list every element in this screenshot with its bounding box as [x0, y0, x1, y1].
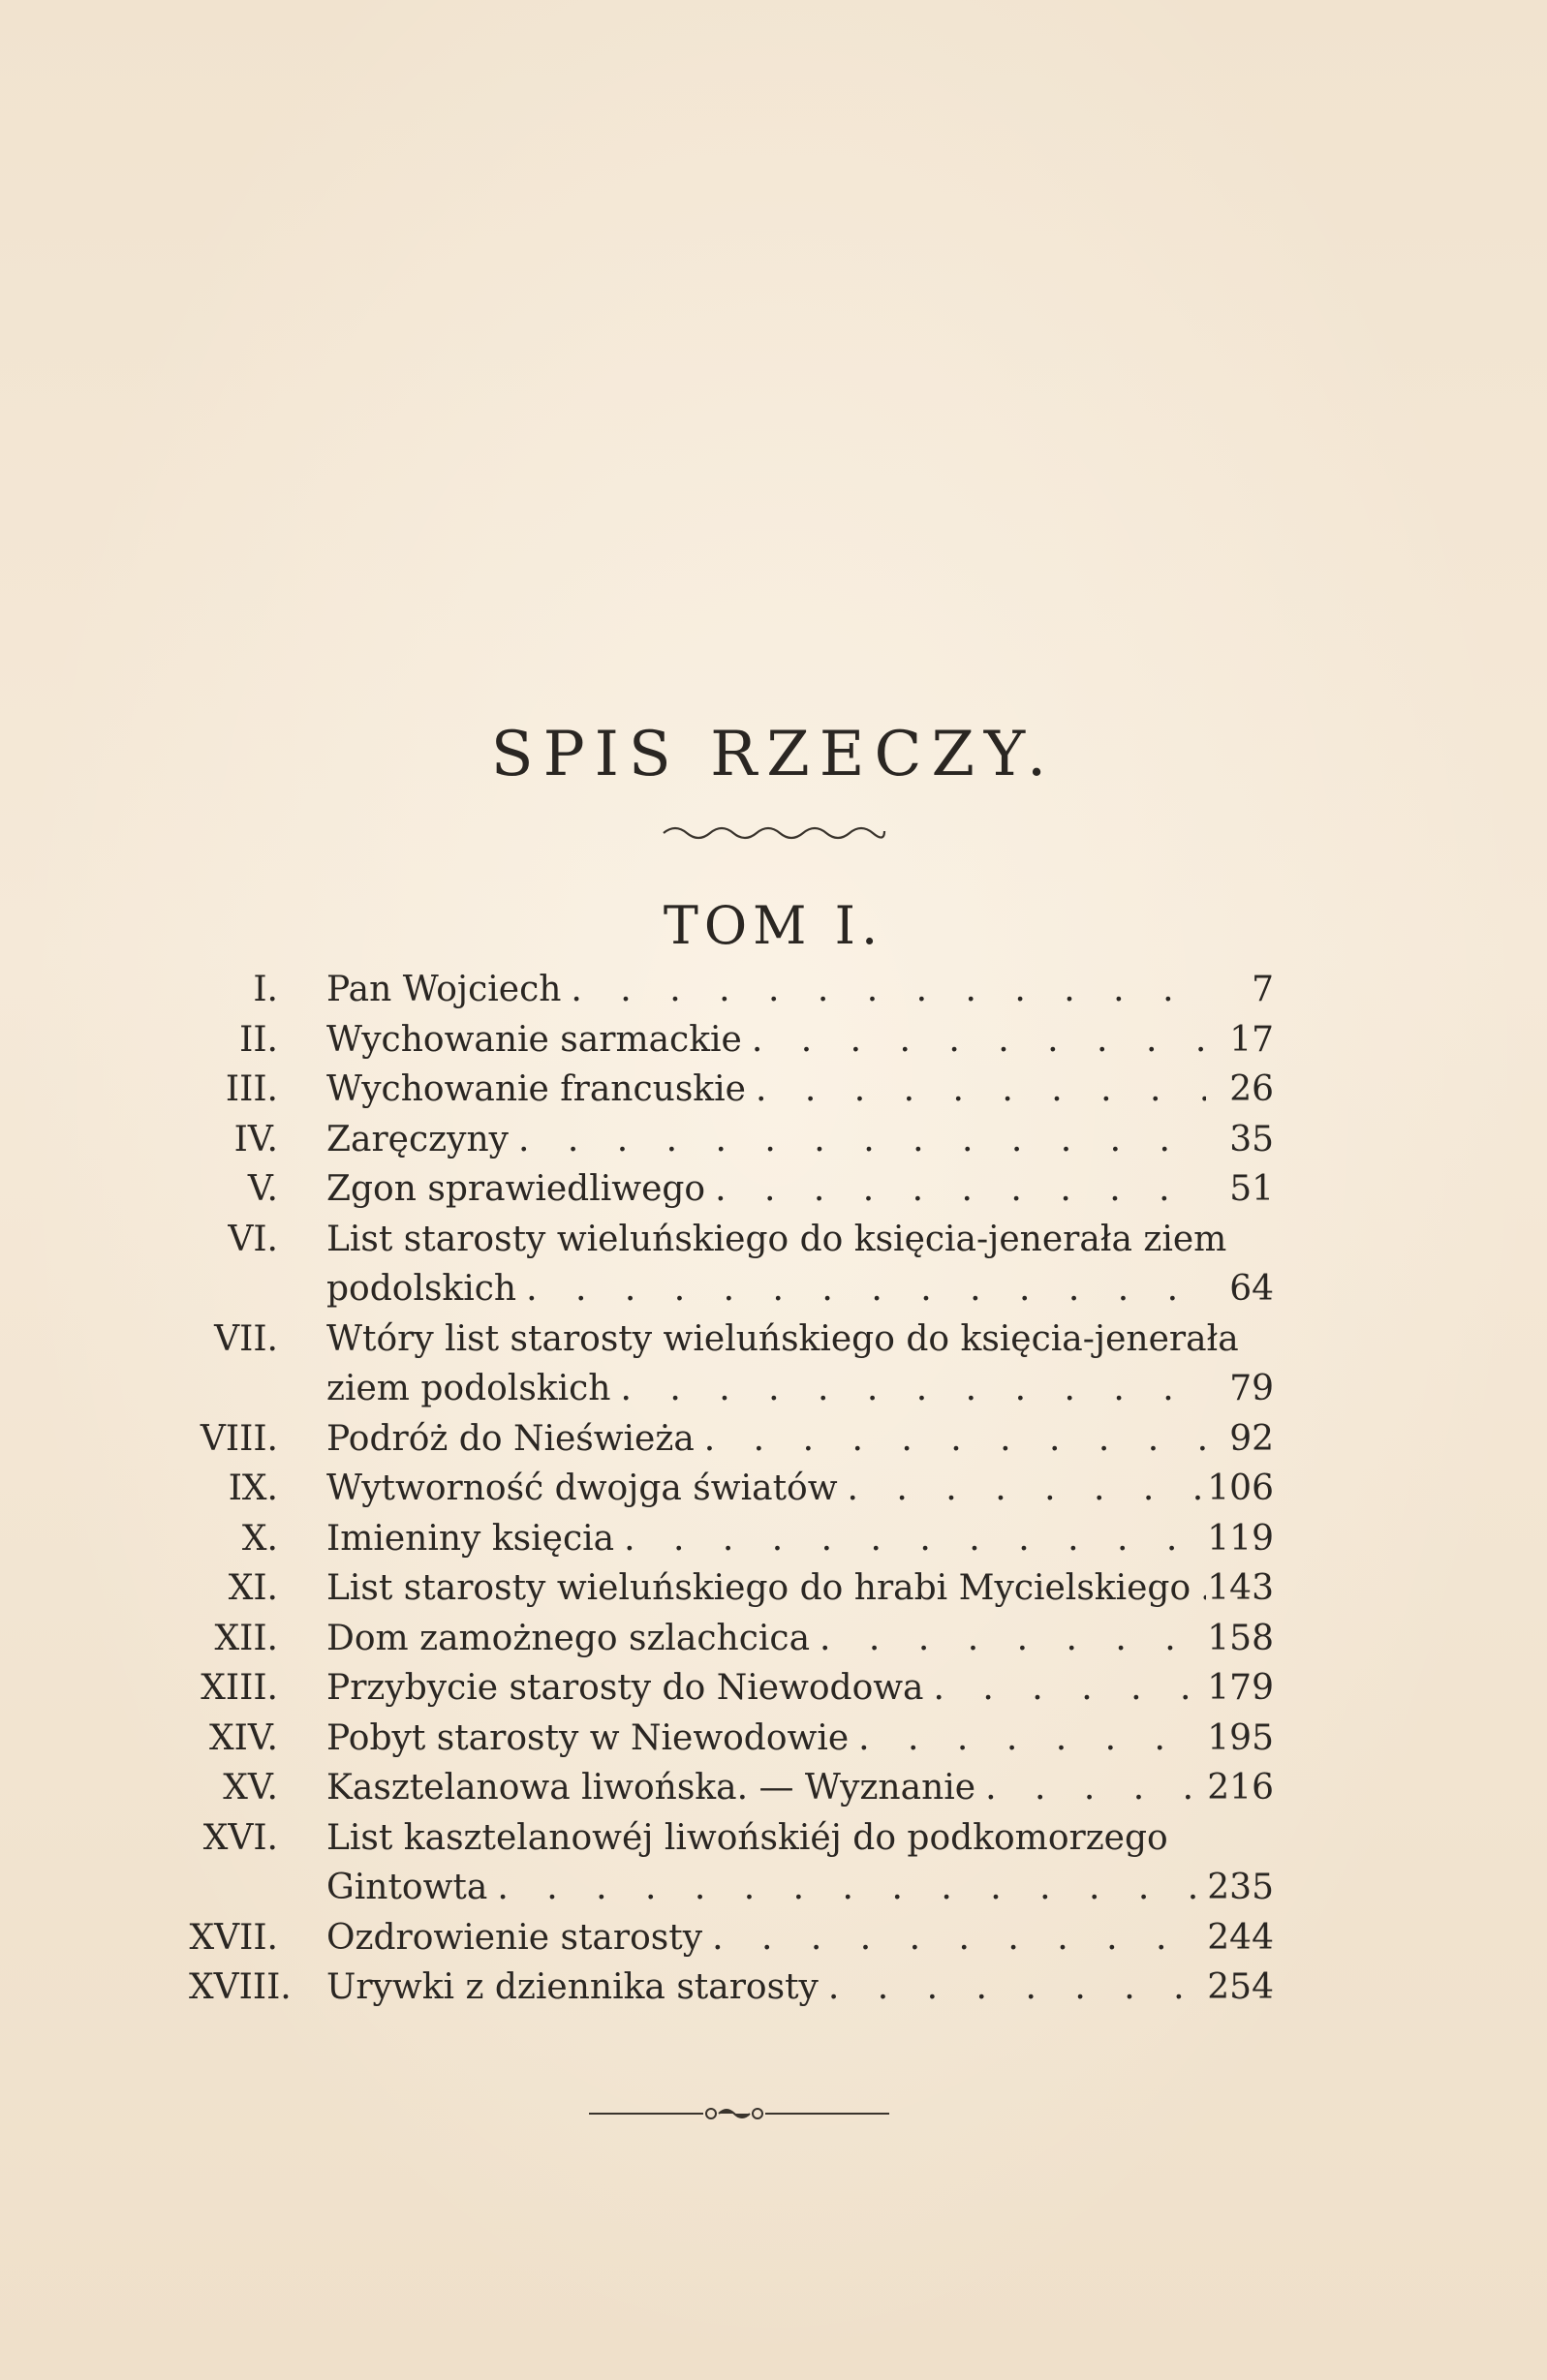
toc-entry	[189, 1115, 1288, 1165]
entry-page: 7	[1252, 970, 1274, 1009]
entry-number: VI.	[228, 1219, 278, 1259]
toc-entry	[189, 1963, 1288, 2013]
entry-page: 254	[1207, 1967, 1274, 2007]
entry-number: I.	[253, 970, 278, 1009]
entry-number: XVI.	[202, 1817, 278, 1858]
wave-ornament-icon	[662, 821, 886, 841]
entry-page: 79	[1229, 1369, 1274, 1408]
toc-entry	[189, 1563, 1288, 1614]
dot-leader	[702, 1913, 1206, 1963]
entry-page: 26	[1229, 1069, 1274, 1109]
entry-number: XV.	[223, 1768, 278, 1808]
toc-entry	[189, 965, 1288, 1015]
entry-title-first-line: List starosty wieluńskiego do księcia-jenerała ziem	[326, 1219, 1227, 1259]
end-rule-ornament-icon	[589, 2104, 889, 2123]
entry-title: Wytworność dwojga światów	[326, 1468, 838, 1508]
entry-title: ziem podolskich	[326, 1369, 611, 1408]
entry-title: Dom zamożnego szlachcica	[326, 1618, 811, 1658]
table-of-contents	[189, 965, 1288, 2013]
entry-title: Kasztelanowa liwońska. — Wyznanie	[326, 1768, 976, 1808]
dot-leader	[746, 1065, 1206, 1115]
dot-leader	[614, 1514, 1206, 1564]
dot-leader	[819, 1963, 1206, 2013]
entry-page: 51	[1229, 1169, 1274, 1209]
entry-title: Przybycie starosty do Niewodowa	[326, 1668, 924, 1708]
entry-page: 179	[1207, 1668, 1274, 1708]
dot-leader	[924, 1663, 1206, 1714]
entry-page: 158	[1207, 1618, 1274, 1658]
entry-page: 244	[1207, 1917, 1274, 1958]
dot-leader	[695, 1414, 1206, 1465]
entry-title: Imieniny księcia	[326, 1518, 615, 1559]
entry-title: Ozdrowienie starosty	[326, 1917, 703, 1958]
volume-heading: TOM I.	[663, 895, 884, 956]
dot-leader	[705, 1164, 1206, 1215]
entry-title-first-line: Wtóry list starosty wieluńskiego do księcia-jenerała	[326, 1318, 1239, 1359]
entry-page: 235	[1207, 1868, 1274, 1907]
entry-number: VIII.	[200, 1418, 278, 1459]
dot-leader	[516, 1264, 1206, 1314]
entry-title: Gintowta	[326, 1868, 488, 1907]
entry-page: 216	[1207, 1768, 1274, 1808]
toc-entry	[189, 1414, 1288, 1465]
toc-entry	[189, 1314, 1288, 1414]
entry-number: XIII.	[201, 1668, 278, 1708]
toc-entry	[189, 1215, 1288, 1314]
toc-entry	[189, 1015, 1288, 1066]
entry-number: V.	[247, 1169, 278, 1209]
dot-leader	[610, 1364, 1206, 1414]
entry-title: podolskich	[326, 1269, 517, 1309]
entry-page: 64	[1229, 1269, 1274, 1309]
entry-number: XI.	[228, 1568, 278, 1608]
toc-entry	[189, 1065, 1288, 1115]
entry-number: III.	[225, 1069, 278, 1109]
entry-title: Zaręczyny	[326, 1119, 509, 1159]
dot-leader	[561, 965, 1206, 1015]
entry-page: 195	[1207, 1717, 1274, 1758]
entry-number: X.	[241, 1518, 278, 1559]
toc-entry	[189, 1514, 1288, 1564]
entry-page: 106	[1207, 1468, 1274, 1508]
entry-title: Wychowanie francuskie	[326, 1069, 746, 1109]
dot-leader	[509, 1115, 1206, 1165]
entry-title: Podróż do Nieświeża	[326, 1418, 695, 1459]
toc-entry	[189, 1714, 1288, 1764]
entry-title: Urywki z dziennika starosty	[326, 1967, 819, 2007]
entry-number: II.	[239, 1019, 278, 1060]
toc-entry	[189, 1813, 1288, 1913]
entry-title: Wychowanie sarmackie	[326, 1019, 742, 1060]
toc-entry	[189, 1763, 1288, 1813]
entry-number: VII.	[214, 1318, 278, 1359]
dot-leader	[487, 1863, 1206, 1913]
entry-number: XIV.	[209, 1717, 278, 1758]
entry-title-first-line: List kasztelanowéj liwońskiéj do podkomorzego	[326, 1817, 1168, 1858]
entry-page: 119	[1207, 1518, 1274, 1559]
page-title: SPIS RZECZY.	[490, 719, 1057, 790]
entry-title: List starosty wieluńskiego do hrabi Mycielskiego	[326, 1568, 1191, 1608]
toc-entry	[189, 1663, 1288, 1714]
entry-page: 92	[1229, 1418, 1274, 1459]
entry-title: Pobyt starosty w Niewodowie	[326, 1717, 850, 1758]
toc-entry	[189, 1464, 1288, 1514]
dot-leader	[849, 1714, 1206, 1764]
dot-leader	[742, 1015, 1206, 1066]
entry-page: 143	[1207, 1568, 1274, 1608]
dot-leader	[1191, 1563, 1206, 1614]
entry-number: XVII.	[189, 1917, 278, 1958]
entry-title: Zgon sprawiedliwego	[326, 1169, 706, 1209]
entry-number: IX.	[228, 1468, 278, 1508]
entry-page: 35	[1229, 1119, 1274, 1159]
dot-leader	[838, 1464, 1206, 1514]
dot-leader	[810, 1614, 1206, 1664]
entry-title: Pan Wojciech	[326, 970, 562, 1009]
toc-entry	[189, 1614, 1288, 1664]
entry-number: XVIII.	[189, 1967, 292, 2007]
entry-number: XII.	[214, 1618, 278, 1658]
dot-leader	[975, 1763, 1206, 1813]
toc-entry	[189, 1913, 1288, 1963]
entry-page: 17	[1229, 1019, 1274, 1060]
entry-number: IV.	[233, 1119, 278, 1159]
toc-entry	[189, 1164, 1288, 1215]
